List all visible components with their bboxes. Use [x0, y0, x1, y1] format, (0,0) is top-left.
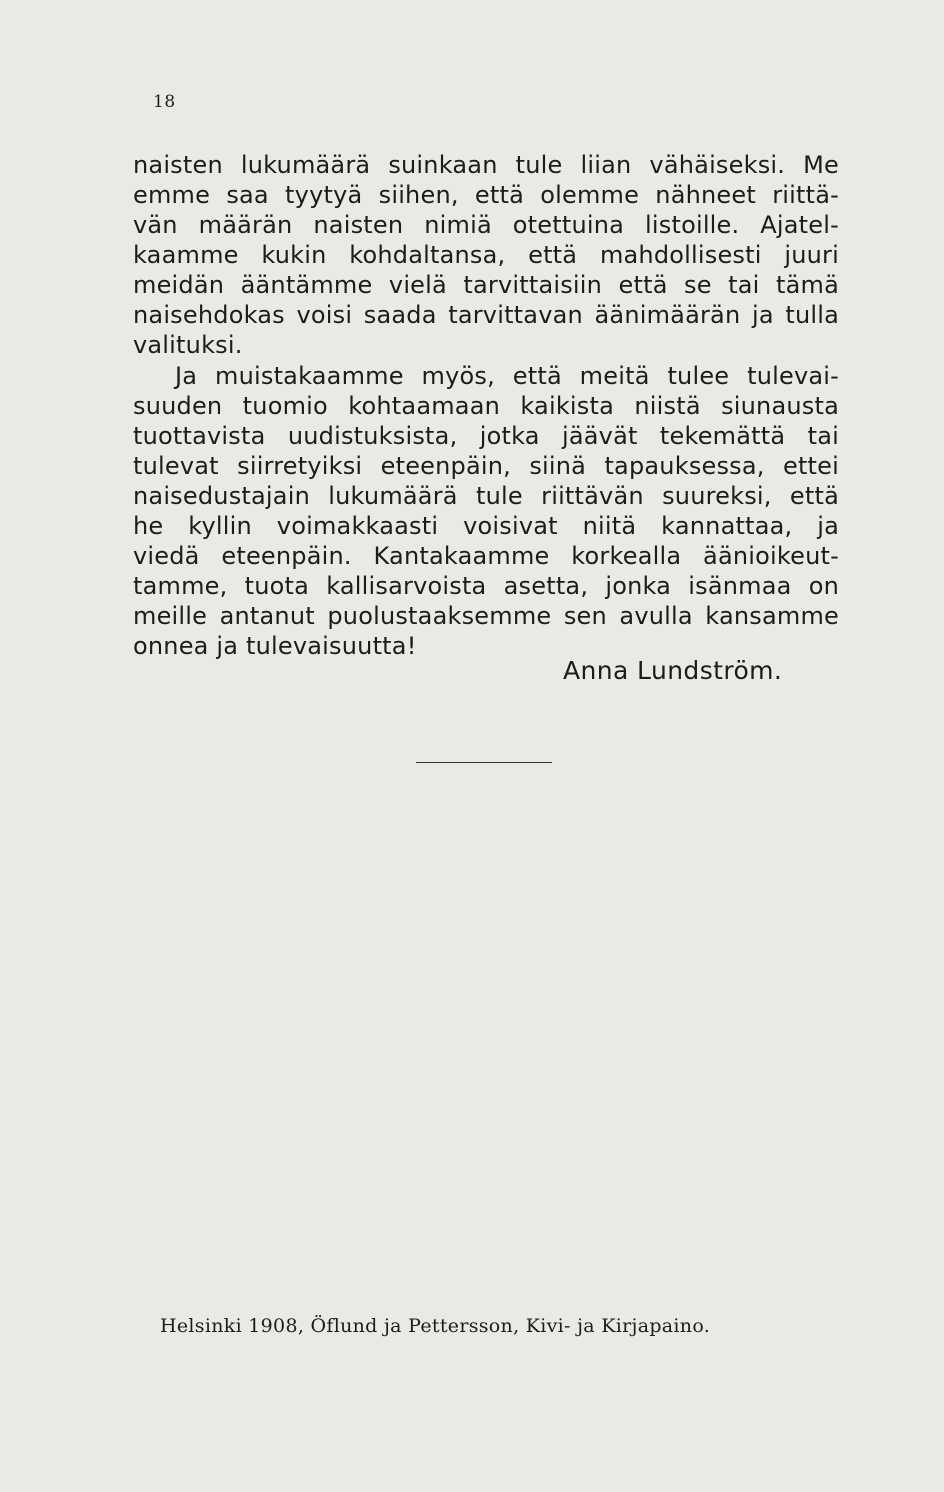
text-line: kaamme kukin kohdaltansa, että mahdollisesti juuri [133, 241, 839, 269]
text-line: meidän ääntämme vielä tarvittaisiin että se tai tämä [133, 271, 839, 299]
text-line: naisehdokas voisi saada tarvittavan äänimäärän ja tulla [133, 301, 839, 329]
text-line: tulevat siirretyiksi eteenpäin, siinä tapauksessa, ettei [133, 452, 839, 480]
text-line: suuden tuomio kohtaamaan kaikista niistä siunausta [133, 392, 839, 420]
text-line: onnea ja tulevaisuutta! [133, 632, 417, 660]
text-line: vän määrän naisten nimiä otettuina listoille. Ajatel- [133, 211, 839, 239]
text-line: meille antanut puolustaaksemme sen avulla kansamme [133, 602, 839, 630]
text-line: tuottavista uudistuksista, jotka jäävät tekemättä tai [133, 422, 839, 450]
section-divider [416, 762, 552, 763]
text-line: valituksi. [133, 331, 243, 359]
text-line: he kyllin voimakkaasti voisivat niitä kannattaa, ja [133, 512, 839, 540]
paragraph-first-line: Ja muistakaamme myös, että meitä tulee tulevai- [175, 362, 839, 390]
author-signature: Anna Lundström. [563, 656, 783, 685]
text-line: naisedustajain lukumäärä tule riittävän suureksi, että [133, 482, 839, 510]
text-line: viedä eteenpäin. Kantakaamme korkealla äänioikeut- [133, 542, 839, 570]
text-line: naisten lukumäärä suinkaan tule liian vähäiseksi. Me [133, 151, 839, 179]
page-number: 18 [153, 92, 176, 112]
text-line: tamme, tuota kallisarvoista asetta, jonka isänmaa on [133, 572, 839, 600]
text-line: emme saa tyytyä siihen, että olemme nähneet riittä- [133, 181, 839, 209]
printer-imprint: Helsinki 1908, Öflund ja Pettersson, Kivi- ja Kirjapaino. [160, 1315, 711, 1337]
